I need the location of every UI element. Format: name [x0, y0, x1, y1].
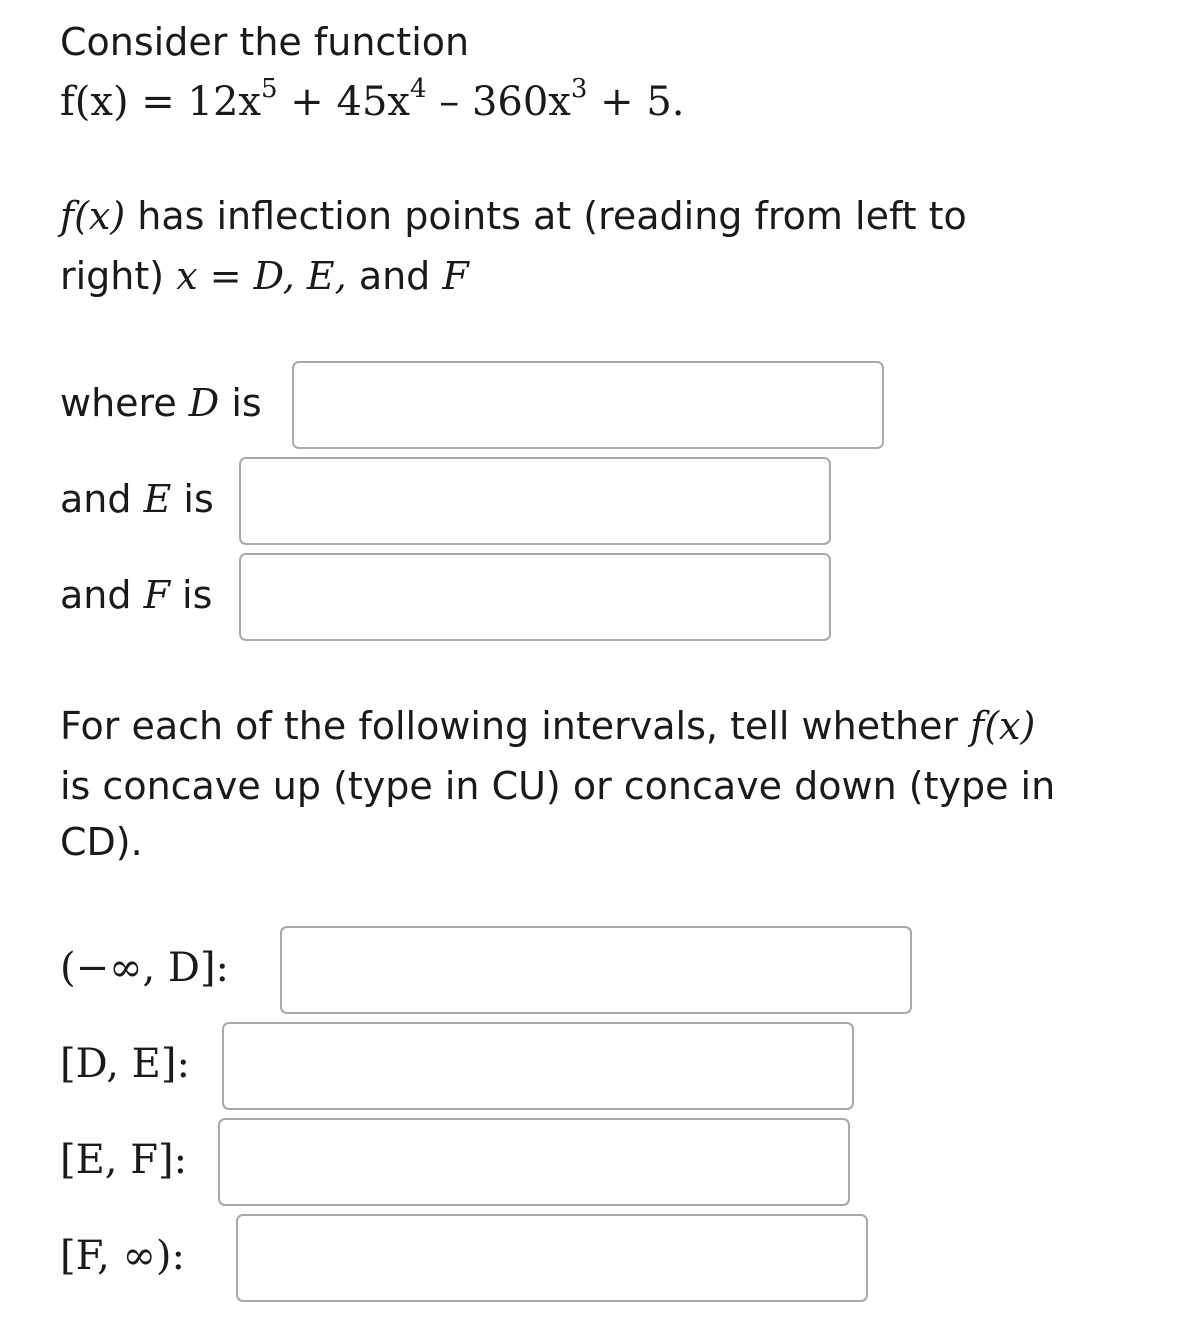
answer-input-e[interactable] — [239, 457, 831, 545]
interval-input-d-e[interactable] — [222, 1022, 854, 1110]
interval-label-f-inf: [F, ∞): — [60, 1233, 185, 1279]
label-f: and F is — [60, 573, 213, 617]
intro-text: Consider the function — [60, 20, 470, 64]
concavity-instructions-line2: is concave up (type in CU) or concave down (type in — [60, 764, 1056, 808]
interval-input-neg-inf-d[interactable] — [280, 926, 912, 1014]
interval-label-neg-inf-d: (−∞, D]: — [60, 945, 230, 991]
interval-label-e-f: [E, F]: — [60, 1137, 188, 1183]
inflection-statement-line2: right) x = D, E, and F — [60, 254, 469, 298]
interval-label-d-e: [D, E]: — [60, 1041, 190, 1087]
concavity-instructions-line1: For each of the following intervals, tell whether f(x) — [60, 704, 1036, 748]
concavity-instructions-line3: CD). — [60, 820, 143, 864]
answer-input-f[interactable] — [239, 553, 831, 641]
interval-input-f-inf[interactable] — [236, 1214, 868, 1302]
label-e: and E is — [60, 477, 214, 521]
answer-input-d[interactable] — [292, 361, 884, 449]
function-lhs: f(x) = — [60, 79, 188, 125]
inflection-statement-line1: f(x) has inflection points at (reading from left to — [60, 194, 967, 238]
function-definition: $f(x) = 12x^5 + 45x^4 - 360x^3 + 5$. — [60, 73, 685, 125]
interval-input-e-f[interactable] — [218, 1118, 850, 1206]
label-d: where D is — [60, 381, 262, 425]
